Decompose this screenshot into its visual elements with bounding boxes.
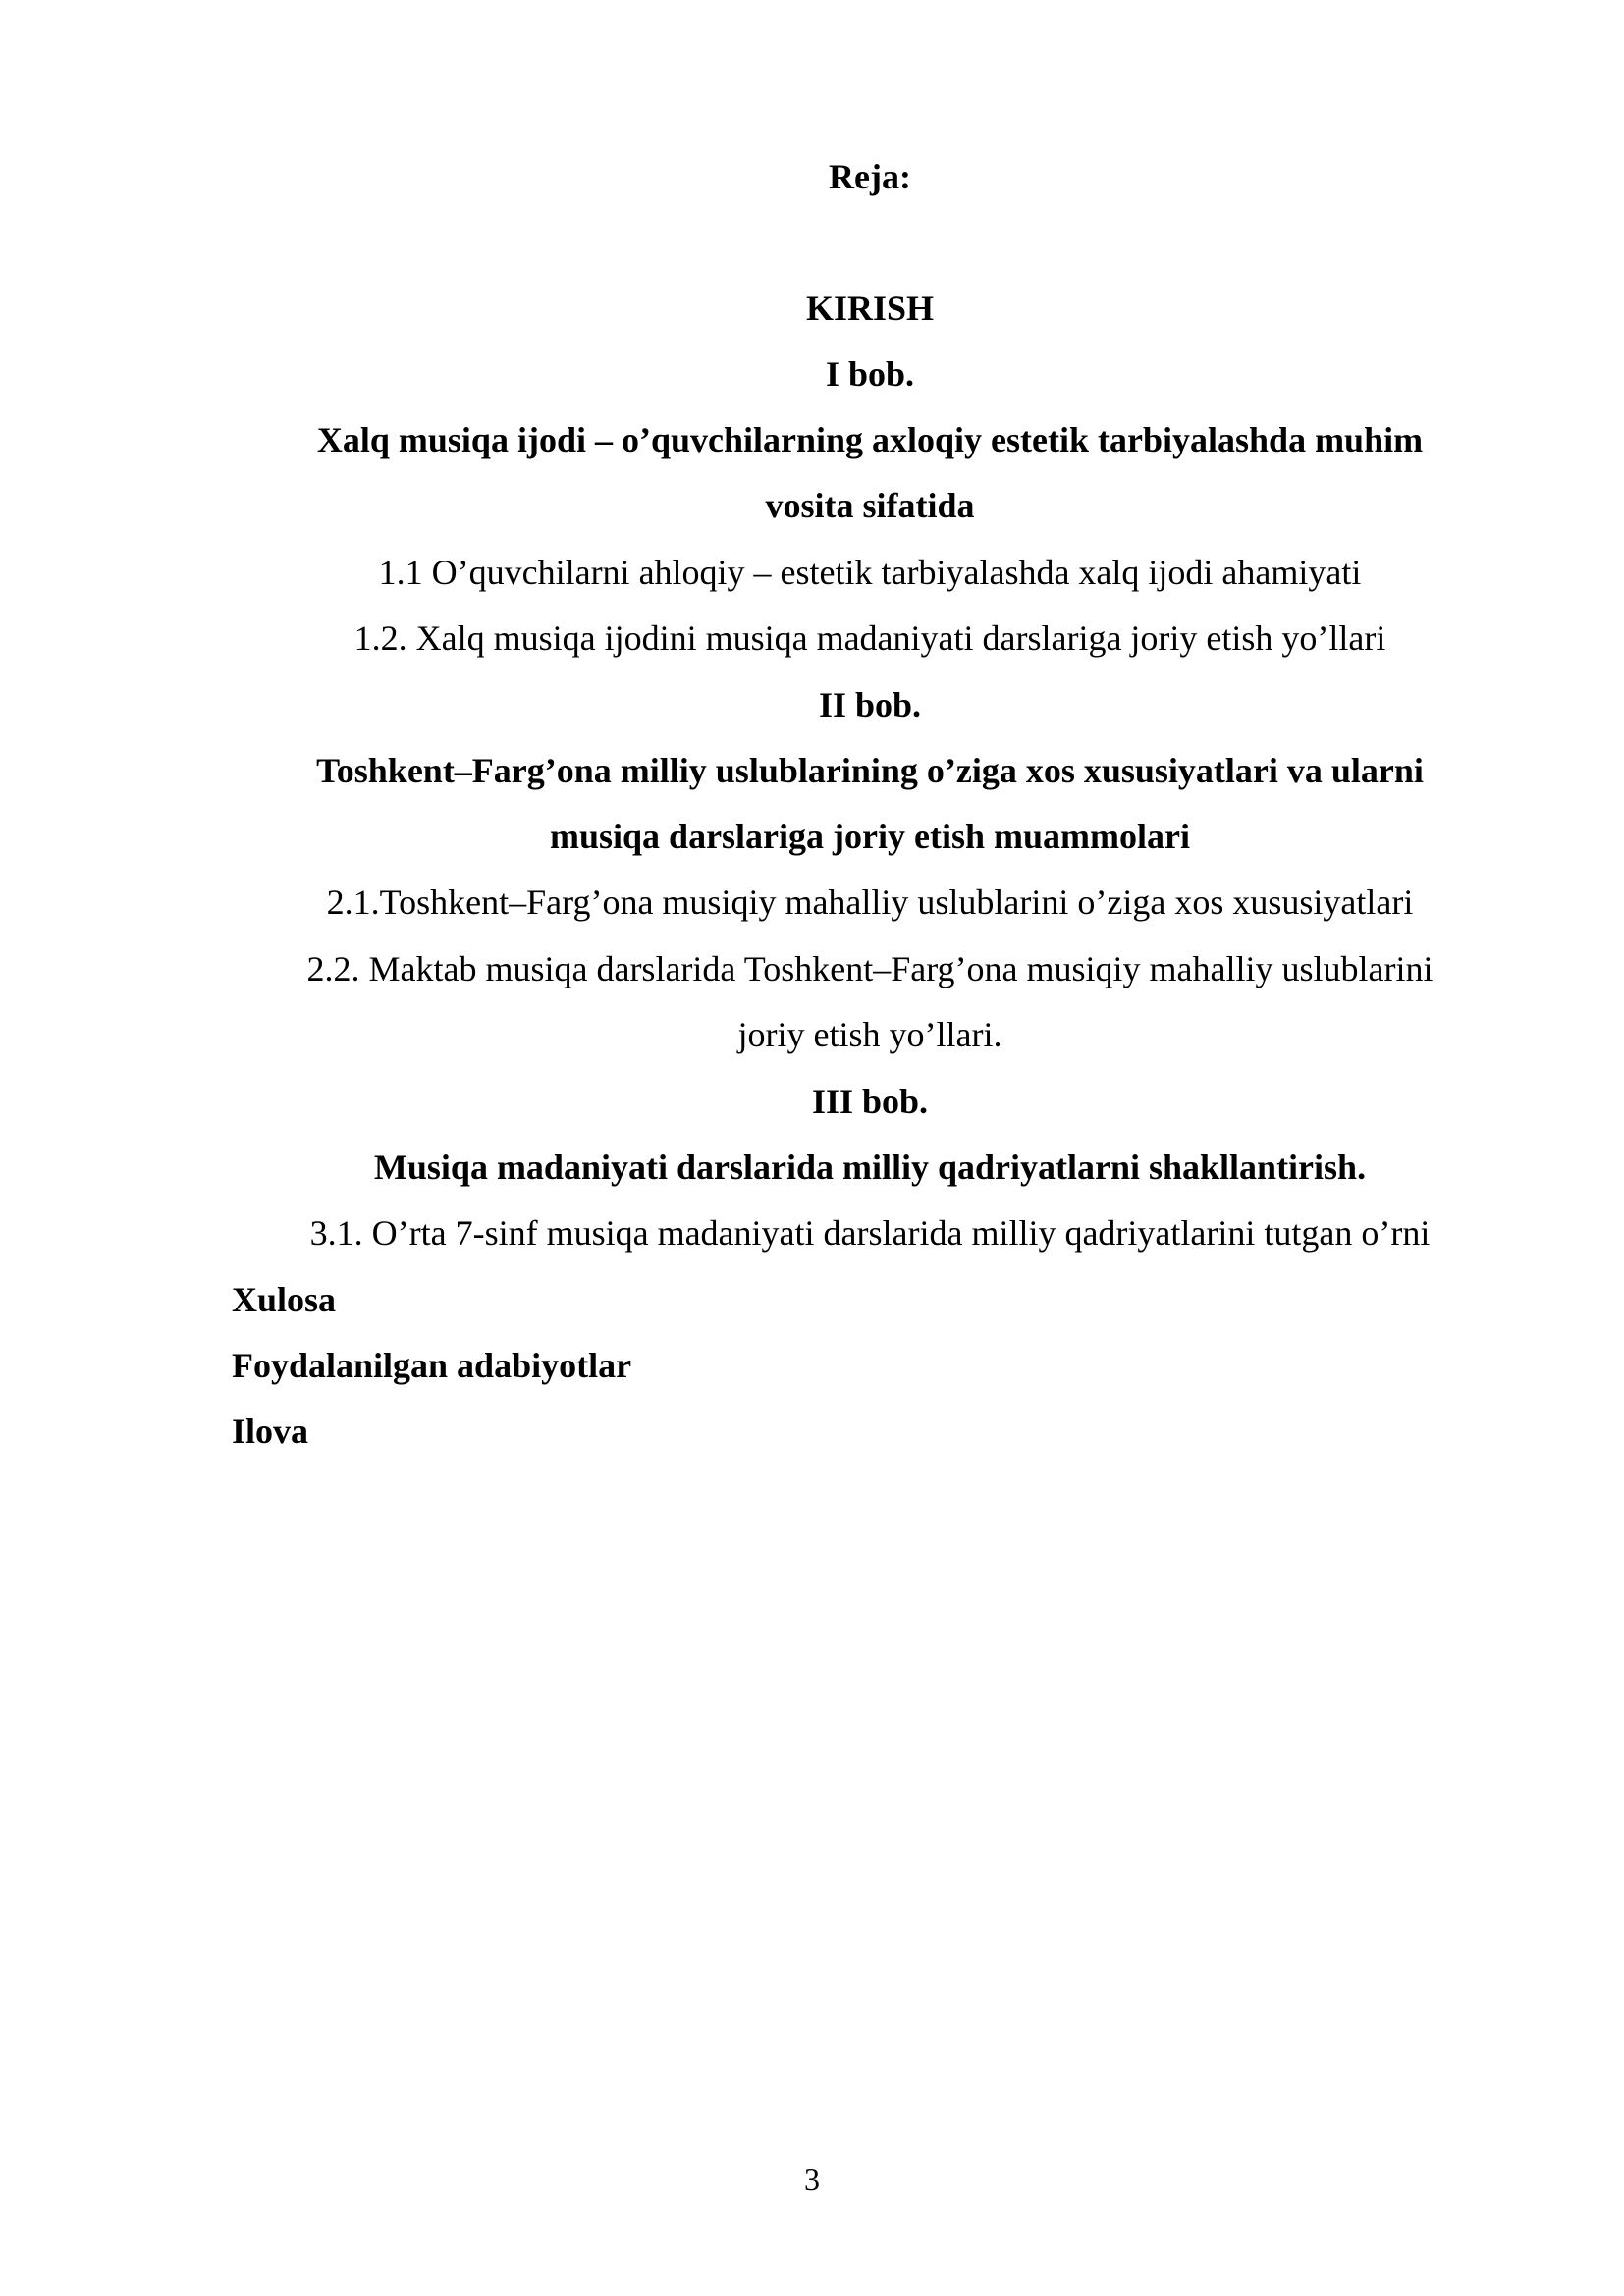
references-item: Foydalanilgan adabiyotlar	[232, 1346, 632, 1385]
chapter2-section1: 2.1.Toshkent–Farg’ona musiqiy mahalliy uslublarini o’ziga xos xususiyatlari	[326, 882, 1414, 922]
chapter2-label: II bob.	[818, 685, 922, 724]
chapter3-section1: 3.1. O’rta 7-sinf musiqa madaniyati darslarida milliy qadriyatlarini tutgan o’rni	[309, 1213, 1431, 1253]
appendix-item: Ilova	[232, 1412, 309, 1451]
conclusion-item: Xulosa	[232, 1280, 337, 1319]
plan-heading: Reja:	[829, 157, 911, 196]
chapter3-title: Musiqa madaniyati darslarida milliy qadriyatlarni shakllantirish.	[373, 1148, 1367, 1187]
intro-label: KIRISH	[805, 289, 935, 328]
chapter1-title-line2: vosita sifatida	[765, 486, 975, 525]
chapter2-section2-line1: 2.2. Maktab musiqa darslarida Toshkent–Farg’ona musiqiy mahalliy uslublarini	[306, 949, 1434, 988]
page-number: 3	[804, 2162, 820, 2197]
intro-heading	[232, 287, 1508, 330]
chapter1-label: I bob.	[825, 354, 915, 394]
chapter2-section2-line2: joriy etish yo’llari.	[737, 1015, 1002, 1054]
chapter3-label: III bob.	[811, 1082, 929, 1121]
chapter1-title-line1: Xalq musiqa ijodi – o’quvchilarning axloqiy estetik tarbiyalashda muhim	[316, 420, 1424, 459]
chapter1-section2: 1.2. Xalq musiqa ijodini musiqa madaniyati darslariga joriy etish yo’llari	[353, 618, 1386, 658]
chapter1-section1: 1.1 O’quvchilarni ahloqiy – estetik tarbiyalashda xalq ijodi ahamiyati	[378, 553, 1362, 592]
chapter2-title-line1: Toshkent–Farg’ona milliy uslublarining o’ziga xos xususiyatlari va ularni	[316, 751, 1424, 790]
chapter2-title-line2: musiqa darslariga joriy etish muammolari	[550, 817, 1190, 856]
